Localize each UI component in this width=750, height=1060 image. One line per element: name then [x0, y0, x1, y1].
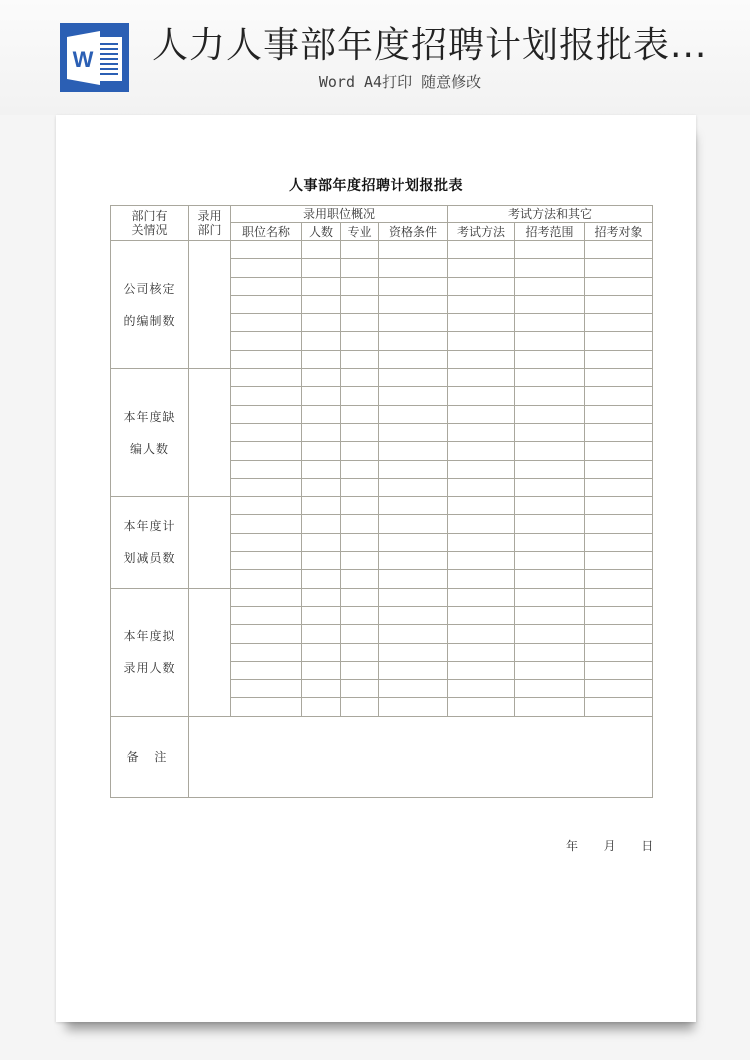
recruit-scope-cell[interactable]	[515, 570, 585, 588]
major-cell[interactable]	[341, 552, 379, 570]
recruit-scope-cell[interactable]	[515, 698, 585, 716]
remark-field[interactable]	[189, 716, 653, 797]
headcount-cell[interactable]	[302, 387, 341, 405]
headcount-cell[interactable]	[302, 295, 341, 313]
date-month: 月	[603, 839, 616, 853]
headcount-cell[interactable]	[302, 277, 341, 295]
section-label	[111, 241, 189, 369]
position-name-cell[interactable]	[231, 478, 302, 496]
exam-method-cell[interactable]	[448, 460, 515, 478]
position-name-cell[interactable]	[231, 405, 302, 423]
recruit-scope-cell[interactable]	[515, 369, 585, 387]
header-recruit-target: 招考对象	[585, 223, 653, 241]
recruit-scope-cell[interactable]	[515, 295, 585, 313]
recruit-scope-cell[interactable]	[515, 606, 585, 624]
qualifications-cell[interactable]	[379, 661, 448, 679]
headcount-cell[interactable]	[302, 369, 341, 387]
recruit-target-cell[interactable]	[585, 295, 653, 313]
exam-method-cell[interactable]	[448, 387, 515, 405]
position-name-cell[interactable]	[231, 332, 302, 350]
major-cell[interactable]	[341, 332, 379, 350]
section-label-line: 公司核定	[123, 281, 176, 296]
recruit-target-cell[interactable]	[585, 606, 653, 624]
recruit-scope-cell[interactable]	[515, 314, 585, 332]
header-row-1	[111, 206, 653, 223]
exam-method-cell[interactable]	[448, 661, 515, 679]
section-label-line: 本年度计	[123, 519, 176, 534]
recruit-target-cell[interactable]	[585, 369, 653, 387]
position-name-cell[interactable]	[231, 588, 302, 606]
recruit-target-cell[interactable]	[585, 332, 653, 350]
recruit-scope-cell[interactable]	[515, 241, 585, 259]
header-dept-info: 部门有 关情况	[111, 206, 189, 241]
position-name-cell[interactable]	[231, 314, 302, 332]
qualifications-cell[interactable]	[379, 259, 448, 277]
major-cell[interactable]	[341, 314, 379, 332]
headcount-cell[interactable]	[302, 350, 341, 368]
section-label-line: 划减员数	[123, 551, 176, 566]
headcount-cell[interactable]	[302, 423, 341, 441]
exam-method-cell[interactable]	[448, 643, 515, 661]
position-name-cell[interactable]	[231, 387, 302, 405]
recruit-scope-cell[interactable]	[515, 277, 585, 295]
headcount-cell[interactable]	[302, 314, 341, 332]
major-cell[interactable]	[341, 405, 379, 423]
recruit-scope-cell[interactable]	[515, 259, 585, 277]
exam-method-cell[interactable]	[448, 405, 515, 423]
qualifications-cell[interactable]	[379, 570, 448, 588]
headcount-cell[interactable]	[302, 698, 341, 716]
qualifications-cell[interactable]	[379, 460, 448, 478]
headcount-cell[interactable]	[302, 661, 341, 679]
recruit-scope-cell[interactable]	[515, 661, 585, 679]
qualifications-cell[interactable]	[379, 350, 448, 368]
recruit-target-cell[interactable]	[585, 277, 653, 295]
position-name-cell[interactable]	[231, 625, 302, 643]
recruit-target-cell[interactable]	[585, 661, 653, 679]
major-cell[interactable]	[341, 259, 379, 277]
headcount-cell[interactable]	[302, 533, 341, 551]
table-row	[111, 497, 653, 515]
exam-method-cell[interactable]	[448, 570, 515, 588]
headcount-cell[interactable]	[302, 332, 341, 350]
headcount-cell[interactable]	[302, 606, 341, 624]
table-row	[111, 588, 653, 606]
section-label-line: 录用人数	[123, 661, 176, 676]
recruit-scope-cell[interactable]	[515, 332, 585, 350]
form-title: 人事部年度招聘计划报批表	[289, 178, 463, 194]
headcount-cell[interactable]	[302, 570, 341, 588]
section-label	[111, 369, 189, 497]
position-name-cell[interactable]	[231, 460, 302, 478]
exam-method-cell[interactable]	[448, 588, 515, 606]
headcount-cell[interactable]	[302, 680, 341, 698]
recruit-target-cell[interactable]	[585, 625, 653, 643]
major-cell[interactable]	[341, 625, 379, 643]
section-label	[111, 588, 189, 716]
exam-method-cell[interactable]	[448, 259, 515, 277]
major-cell[interactable]	[341, 295, 379, 313]
qualifications-cell[interactable]	[379, 643, 448, 661]
exam-method-cell[interactable]	[448, 277, 515, 295]
qualifications-cell[interactable]	[379, 405, 448, 423]
recruit-target-cell[interactable]	[585, 442, 653, 460]
header-exam-methods: 考试方法和其它	[448, 206, 653, 223]
remark-row	[111, 716, 653, 797]
position-name-cell[interactable]	[231, 552, 302, 570]
major-cell[interactable]	[341, 698, 379, 716]
date-line	[566, 837, 653, 854]
header-qualifications: 资格条件	[379, 223, 448, 241]
qualifications-cell[interactable]	[379, 387, 448, 405]
major-cell[interactable]	[341, 570, 379, 588]
recruit-scope-cell[interactable]	[515, 680, 585, 698]
exam-method-cell[interactable]	[448, 478, 515, 496]
position-name-cell[interactable]	[231, 698, 302, 716]
qualifications-cell[interactable]	[379, 314, 448, 332]
recruit-target-cell[interactable]	[585, 570, 653, 588]
major-cell[interactable]	[341, 606, 379, 624]
headcount-cell[interactable]	[302, 552, 341, 570]
position-name-cell[interactable]	[231, 369, 302, 387]
document-page	[56, 115, 696, 1022]
headcount-cell[interactable]	[302, 442, 341, 460]
position-name-cell[interactable]	[231, 606, 302, 624]
major-cell[interactable]	[341, 442, 379, 460]
exam-method-cell[interactable]	[448, 332, 515, 350]
qualifications-cell[interactable]	[379, 515, 448, 533]
position-name-cell[interactable]	[231, 241, 302, 259]
major-cell[interactable]	[341, 277, 379, 295]
qualifications-cell[interactable]	[379, 369, 448, 387]
position-name-cell[interactable]	[231, 515, 302, 533]
hire-dept-cell[interactable]	[189, 497, 231, 588]
qualifications-cell[interactable]	[379, 552, 448, 570]
header-major: 专业	[341, 223, 379, 241]
recruit-target-cell[interactable]	[585, 423, 653, 441]
header-position-overview: 录用职位概况	[231, 206, 448, 223]
headcount-cell[interactable]	[302, 259, 341, 277]
headcount-cell[interactable]	[302, 241, 341, 259]
position-name-cell[interactable]	[231, 442, 302, 460]
major-cell[interactable]	[341, 680, 379, 698]
qualifications-cell[interactable]	[379, 625, 448, 643]
major-cell[interactable]	[341, 423, 379, 441]
hire-dept-cell[interactable]	[189, 241, 231, 369]
recruit-target-cell[interactable]	[585, 497, 653, 515]
major-cell[interactable]	[341, 387, 379, 405]
exam-method-cell[interactable]	[448, 295, 515, 313]
section-label	[111, 497, 189, 588]
exam-method-cell[interactable]	[448, 314, 515, 332]
remark-label: 备 注	[111, 716, 189, 797]
recruit-target-cell[interactable]	[585, 478, 653, 496]
major-cell[interactable]	[341, 497, 379, 515]
major-cell[interactable]	[341, 588, 379, 606]
recruit-target-cell[interactable]	[585, 533, 653, 551]
exam-method-cell[interactable]	[448, 625, 515, 643]
recruit-target-cell[interactable]	[585, 698, 653, 716]
position-name-cell[interactable]	[231, 533, 302, 551]
exam-method-cell[interactable]	[448, 680, 515, 698]
position-name-cell[interactable]	[231, 497, 302, 515]
major-cell[interactable]	[341, 241, 379, 259]
qualifications-cell[interactable]	[379, 277, 448, 295]
exam-method-cell[interactable]	[448, 515, 515, 533]
exam-method-cell[interactable]	[448, 423, 515, 441]
recruit-target-cell[interactable]	[585, 515, 653, 533]
major-cell[interactable]	[341, 661, 379, 679]
qualifications-cell[interactable]	[379, 606, 448, 624]
header-hire-dept: 录用 部门	[189, 206, 231, 241]
header-recruit-scope: 招考范围	[515, 223, 585, 241]
recruit-scope-cell[interactable]	[515, 460, 585, 478]
major-cell[interactable]	[341, 369, 379, 387]
svg-text:W: W	[72, 47, 94, 72]
position-name-cell[interactable]	[231, 680, 302, 698]
major-cell[interactable]	[341, 515, 379, 533]
exam-method-cell[interactable]	[448, 442, 515, 460]
qualifications-cell[interactable]	[379, 680, 448, 698]
exam-method-cell[interactable]	[448, 350, 515, 368]
major-cell[interactable]	[341, 533, 379, 551]
recruit-scope-cell[interactable]	[515, 350, 585, 368]
recruit-target-cell[interactable]	[585, 643, 653, 661]
recruit-target-cell[interactable]	[585, 241, 653, 259]
position-name-cell[interactable]	[231, 643, 302, 661]
headcount-cell[interactable]	[302, 478, 341, 496]
headcount-cell[interactable]	[302, 515, 341, 533]
recruit-scope-cell[interactable]	[515, 497, 585, 515]
recruit-target-cell[interactable]	[585, 680, 653, 698]
exam-method-cell[interactable]	[448, 698, 515, 716]
header-exam-method: 考试方法	[448, 223, 515, 241]
recruit-scope-cell[interactable]	[515, 478, 585, 496]
position-name-cell[interactable]	[231, 570, 302, 588]
position-name-cell[interactable]	[231, 259, 302, 277]
qualifications-cell[interactable]	[379, 497, 448, 515]
major-cell[interactable]	[341, 478, 379, 496]
major-cell[interactable]	[341, 643, 379, 661]
exam-method-cell[interactable]	[448, 241, 515, 259]
qualifications-cell[interactable]	[379, 588, 448, 606]
recruit-target-cell[interactable]	[585, 588, 653, 606]
position-name-cell[interactable]	[231, 350, 302, 368]
qualifications-cell[interactable]	[379, 295, 448, 313]
recruit-target-cell[interactable]	[585, 314, 653, 332]
recruit-scope-cell[interactable]	[515, 423, 585, 441]
recruit-target-cell[interactable]	[585, 552, 653, 570]
recruit-target-cell[interactable]	[585, 350, 653, 368]
table-row	[111, 241, 653, 259]
major-cell[interactable]	[341, 350, 379, 368]
headcount-cell[interactable]	[302, 588, 341, 606]
recruitment-plan-table	[110, 205, 653, 798]
recruit-scope-cell[interactable]	[515, 625, 585, 643]
table-row	[111, 369, 653, 387]
recruit-scope-cell[interactable]	[515, 405, 585, 423]
position-name-cell[interactable]	[231, 295, 302, 313]
exam-method-cell[interactable]	[448, 497, 515, 515]
exam-method-cell[interactable]	[448, 552, 515, 570]
document-title-header: 人力人事部年度招聘计划报批表...	[152, 25, 708, 66]
headcount-cell[interactable]	[302, 497, 341, 515]
recruit-scope-cell[interactable]	[515, 515, 585, 533]
exam-method-cell[interactable]	[448, 606, 515, 624]
qualifications-cell[interactable]	[379, 423, 448, 441]
hire-dept-cell[interactable]	[189, 588, 231, 716]
recruit-scope-cell[interactable]	[515, 387, 585, 405]
qualifications-cell[interactable]	[379, 332, 448, 350]
qualifications-cell[interactable]	[379, 698, 448, 716]
headcount-cell[interactable]	[302, 625, 341, 643]
date-day: 日	[641, 839, 654, 853]
recruit-scope-cell[interactable]	[515, 643, 585, 661]
header-position-name: 职位名称	[231, 223, 302, 241]
hire-dept-cell[interactable]	[189, 369, 231, 497]
recruit-scope-cell[interactable]	[515, 442, 585, 460]
qualifications-cell[interactable]	[379, 533, 448, 551]
exam-method-cell[interactable]	[448, 369, 515, 387]
recruit-target-cell[interactable]	[585, 405, 653, 423]
recruit-scope-cell[interactable]	[515, 533, 585, 551]
recruit-target-cell[interactable]	[585, 259, 653, 277]
section-label-line: 本年度拟	[123, 629, 176, 644]
headcount-cell[interactable]	[302, 405, 341, 423]
document-subtitle: Word A4打印 随意修改	[318, 73, 482, 91]
recruit-target-cell[interactable]	[585, 460, 653, 478]
qualifications-cell[interactable]	[379, 478, 448, 496]
header-headcount: 人数	[302, 223, 341, 241]
position-name-cell[interactable]	[231, 423, 302, 441]
position-name-cell[interactable]	[231, 661, 302, 679]
section-label-line: 本年度缺	[123, 409, 176, 424]
headcount-cell[interactable]	[302, 460, 341, 478]
major-cell[interactable]	[341, 460, 379, 478]
recruit-target-cell[interactable]	[585, 387, 653, 405]
position-name-cell[interactable]	[231, 277, 302, 295]
recruit-scope-cell[interactable]	[515, 552, 585, 570]
section-label-line: 的编制数	[123, 313, 176, 328]
qualifications-cell[interactable]	[379, 442, 448, 460]
headcount-cell[interactable]	[302, 643, 341, 661]
exam-method-cell[interactable]	[448, 533, 515, 551]
date-year: 年	[566, 839, 579, 853]
recruit-scope-cell[interactable]	[515, 588, 585, 606]
section-label-line: 编人数	[129, 441, 169, 456]
qualifications-cell[interactable]	[379, 241, 448, 259]
